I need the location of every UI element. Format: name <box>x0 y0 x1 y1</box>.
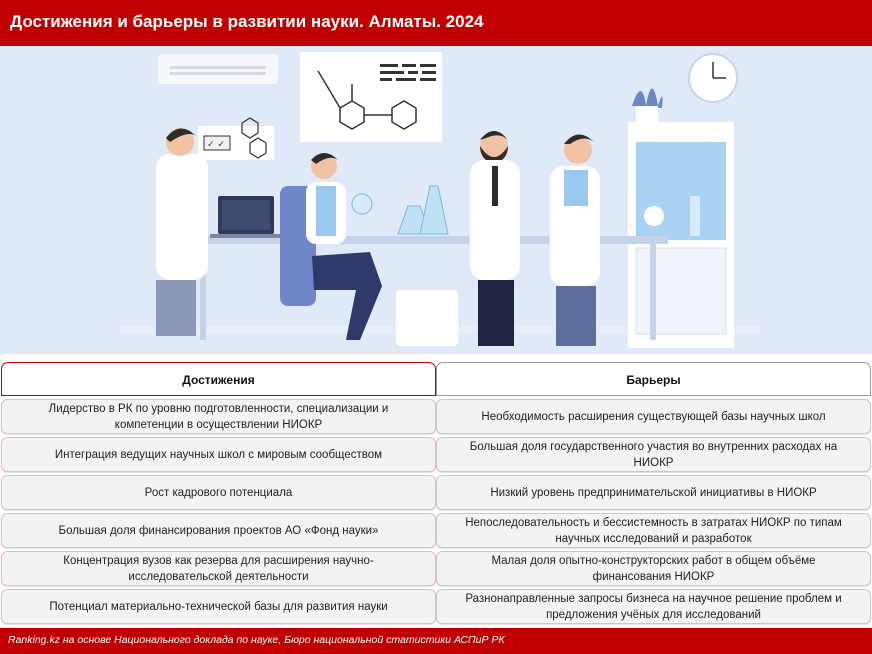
checklist-marks: ✓ ✓ <box>207 140 225 150</box>
achievement-item: Потенциал материально-технической базы для развития науки <box>1 589 436 624</box>
title-bar <box>0 0 872 46</box>
barrier-item: Непоследовательность и бессистемность в затратах НИОКР по типам научных исследований и разработок <box>436 513 871 548</box>
barrier-item: Необходимость расширения существующей базы научных школ <box>436 399 871 434</box>
microscope-icon <box>644 206 664 226</box>
barrier-item: Малая доля опытно-конструкторских работ в общем объёме финансования НИОКР <box>436 551 871 586</box>
achievement-item: Интеграция ведущих научных школ с мировым сообществом <box>1 437 436 472</box>
barriers-heading: Барьеры <box>436 362 871 396</box>
barrier-item: Разнонаправленные запросы бизнеса на научное решение проблем и предложения учёных для исследований <box>436 589 871 624</box>
achievements-column <box>1 362 436 624</box>
barriers-column <box>436 362 871 624</box>
achievement-item: Лидерство в РК по уровню подготовленности, специализации и компетенции в осуществлении НИОКР <box>1 399 436 434</box>
scientist-1 <box>156 154 208 280</box>
achievements-heading: Достижения <box>1 362 436 396</box>
achievement-item: Рост кадрового потенциала <box>1 475 436 510</box>
achievements-barriers-table <box>0 362 872 624</box>
scientists-lab-drawing <box>0 46 872 354</box>
barrier-item: Низкий уровень предпринимательской инициативы в НИОКР <box>436 475 871 510</box>
page-title: Достижения и барьеры в развитии науки. Алматы. 2024 <box>10 12 484 31</box>
footer <box>0 628 872 654</box>
achievement-item: Большая доля финансирования проектов АО «Фонд науки» <box>1 513 436 548</box>
lab-illustration <box>0 46 872 354</box>
source-note: Ranking.kz на основе Национального доклада по науке, Бюро национальной статистики АСПиР РК <box>8 634 505 646</box>
barrier-item: Большая доля государственного участия во внутренних расходах на НИОКР <box>436 437 871 472</box>
achievement-item: Концентрация вузов как резерва для расширения научно-исследовательской деятельности <box>1 551 436 586</box>
